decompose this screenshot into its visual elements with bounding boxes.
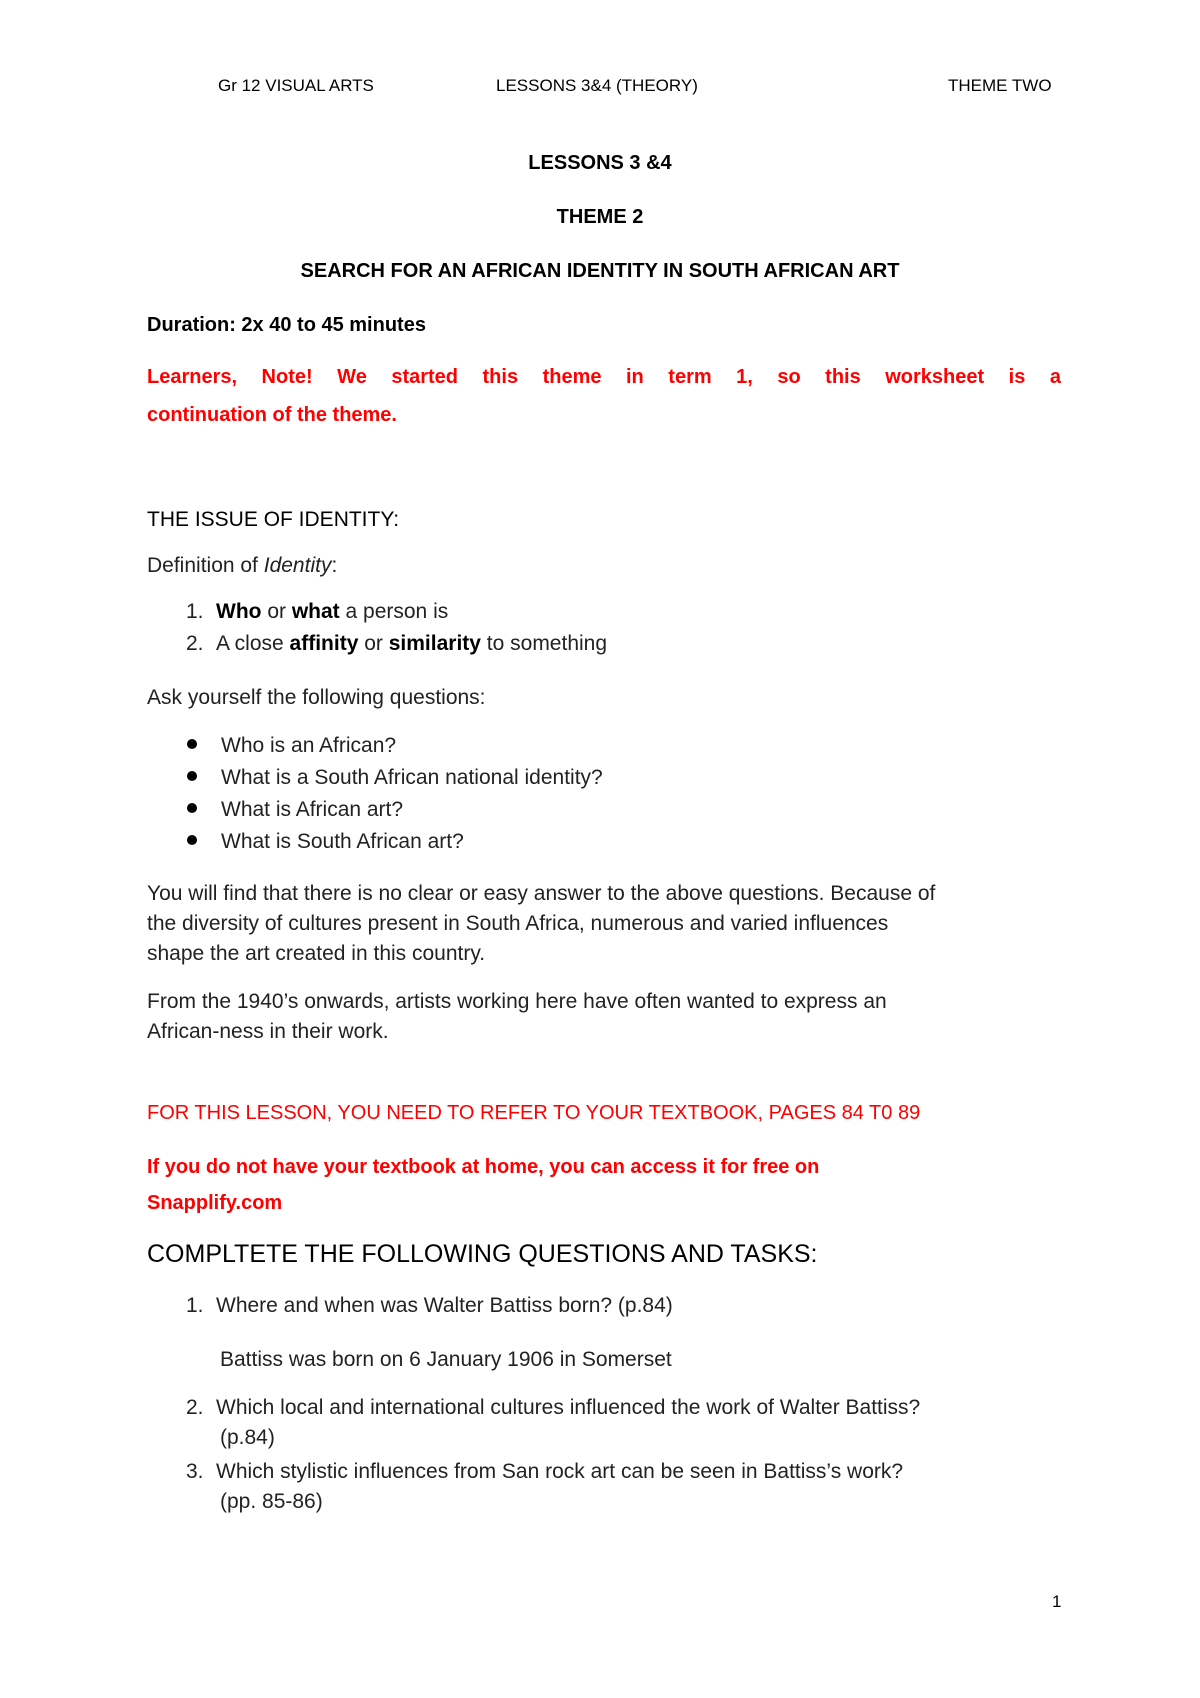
ask-line: Ask yourself the following questions: xyxy=(147,686,486,709)
task-text: Which local and international cultures influenced the work of Walter Battiss? xyxy=(216,1396,921,1419)
task-number: 1. xyxy=(186,1294,204,1317)
question-bullet xyxy=(187,830,464,854)
definition-term: Identity xyxy=(263,554,332,577)
task-question-2-cont: (p.84) xyxy=(220,1426,275,1449)
bullet-icon xyxy=(187,771,197,781)
question-text: What is South African art? xyxy=(221,830,464,853)
task-question-3 xyxy=(186,1460,903,1484)
question-text: Who is an African? xyxy=(221,734,397,757)
definition-suffix: : xyxy=(331,554,338,577)
item-text: or xyxy=(358,632,389,655)
term-affinity: affinity xyxy=(289,632,359,655)
term-who: Who xyxy=(216,600,262,623)
refer-line-2: If you do not have your textbook at home, you can access it for free on xyxy=(147,1156,820,1178)
page-number: 1 xyxy=(1052,1592,1062,1611)
note-line-2: continuation of the theme. xyxy=(147,404,397,426)
task-answer-1: Battiss was born on 6 January 1906 in Somerset xyxy=(220,1348,672,1371)
paragraph-1-line-3: shape the art created in this country. xyxy=(147,942,486,965)
definition-prefix: Definition of xyxy=(147,554,264,577)
item-number: 2. xyxy=(186,632,204,655)
item-number: 1. xyxy=(186,600,204,623)
paragraph-1-line-2: the diversity of cultures present in South Africa, numerous and varied influences xyxy=(147,912,889,935)
item-text: to something xyxy=(480,632,608,655)
term-similarity: similarity xyxy=(388,632,481,655)
task-text: Which stylistic influences from San rock art can be seen in Battiss’s work? xyxy=(216,1460,904,1483)
question-text: What is African art? xyxy=(221,798,404,821)
identity-heading: THE ISSUE OF IDENTITY: xyxy=(147,508,400,531)
duration: Duration: 2x 40 to 45 minutes xyxy=(147,314,426,336)
header-center: LESSONS 3&4 (THEORY) xyxy=(496,76,698,95)
header-left: Gr 12 VISUAL ARTS xyxy=(218,76,374,95)
task-number: 3. xyxy=(186,1460,204,1483)
item-text: a person is xyxy=(339,600,449,623)
paragraph-2-line-2: African-ness in their work. xyxy=(147,1020,389,1043)
item-text: A close xyxy=(216,632,290,655)
definition-item-2 xyxy=(186,632,607,656)
bullet-icon xyxy=(187,803,197,813)
bullet-icon xyxy=(187,835,197,845)
tasks-heading: COMPLTETE THE FOLLOWING QUESTIONS AND TASKS: xyxy=(147,1240,818,1268)
paragraph-1-line-1: You will find that there is no clear or easy answer to the above questions. Because of xyxy=(147,882,936,905)
task-text: Where and when was Walter Battiss born? (p.84) xyxy=(216,1294,673,1317)
task-question-3-cont: (pp. 85-86) xyxy=(220,1490,323,1513)
question-bullet xyxy=(187,734,396,758)
task-question-2 xyxy=(186,1396,920,1420)
refer-line-1: FOR THIS LESSON, YOU NEED TO REFER TO YOUR TEXTBOOK, PAGES 84 T0 89 xyxy=(147,1102,921,1124)
definition-item-1 xyxy=(186,600,448,624)
term-what: what xyxy=(291,600,340,623)
definition-line xyxy=(147,554,337,578)
title-theme: THEME 2 xyxy=(556,206,644,228)
title-lessons: LESSONS 3 &4 xyxy=(528,152,672,174)
question-bullet xyxy=(187,766,603,790)
question-bullet xyxy=(187,798,403,822)
title-search: SEARCH FOR AN AFRICAN IDENTITY IN SOUTH AFRICAN ART xyxy=(300,260,900,282)
header-right: THEME TWO xyxy=(948,76,1052,95)
paragraph-2-line-1: From the 1940’s onwards, artists working here have often wanted to express an xyxy=(147,990,887,1013)
bullet-icon xyxy=(187,739,197,749)
task-question-1 xyxy=(186,1294,673,1318)
note-line-1: Learners, Note! We started this theme in term 1, so this worksheet is a xyxy=(147,366,1061,388)
refer-line-3: Snapplify.com xyxy=(147,1192,283,1214)
item-text: or xyxy=(261,600,292,623)
task-number: 2. xyxy=(186,1396,204,1419)
question-text: What is a South African national identity? xyxy=(221,766,603,789)
